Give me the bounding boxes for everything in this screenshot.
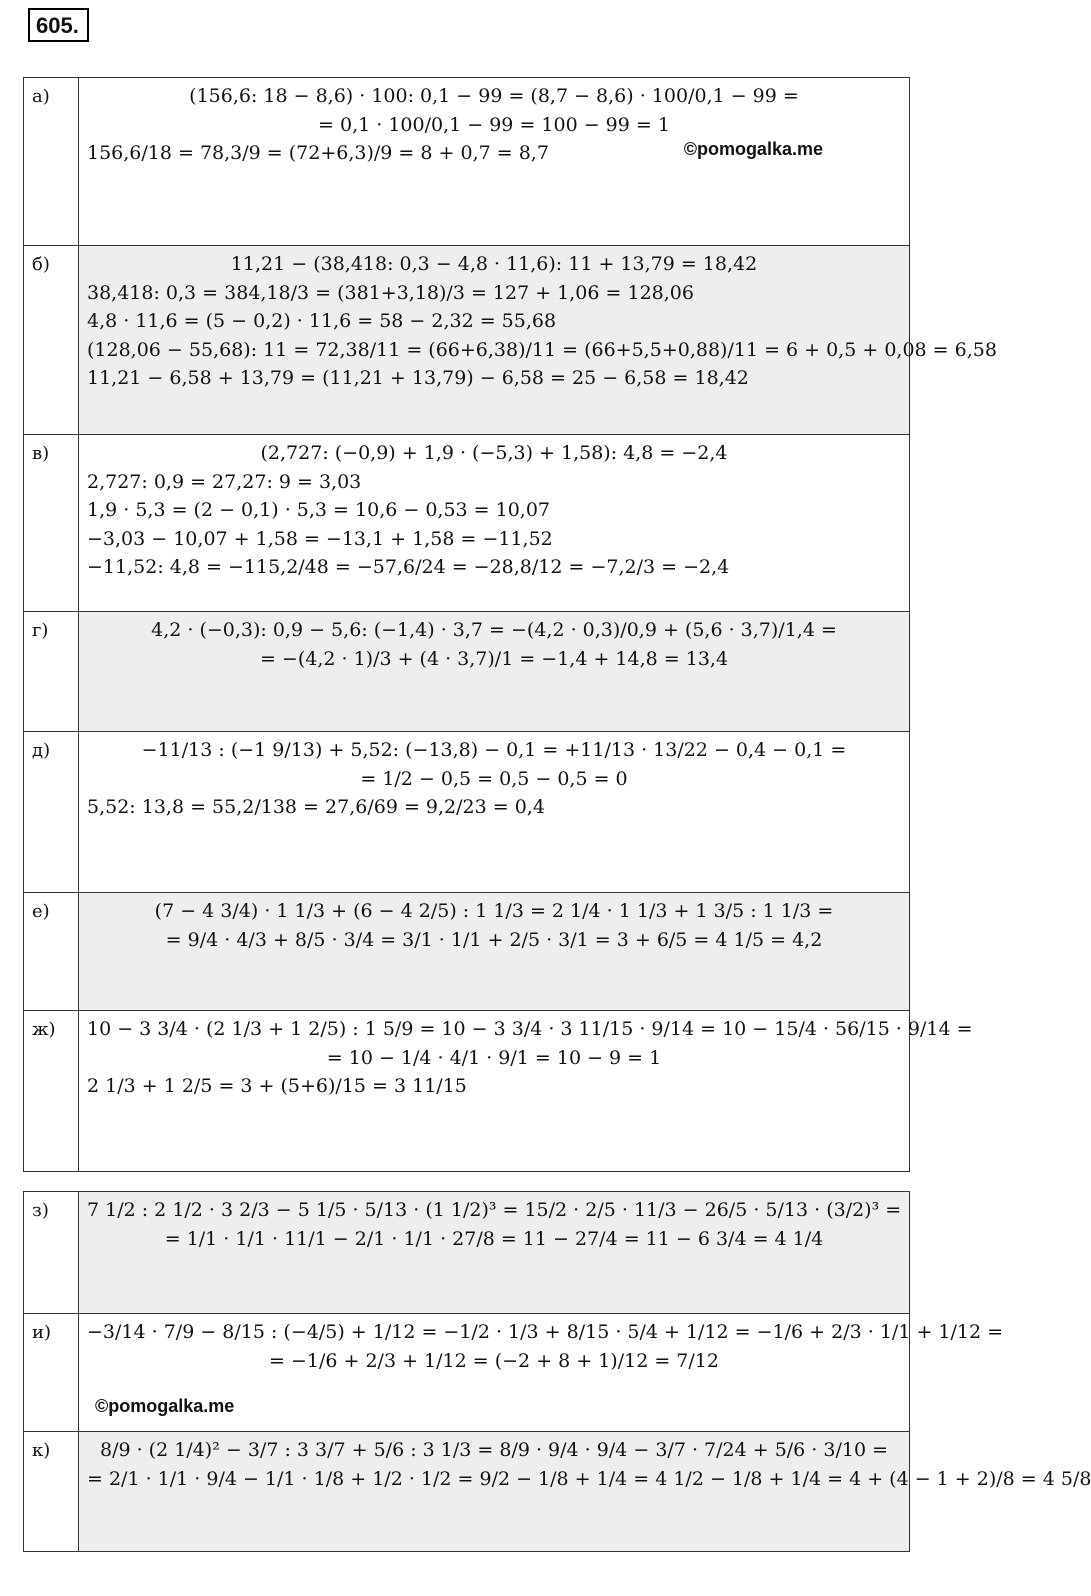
equation-line: = 1/1 · 1/1 · 11/1 − 2/1 · 1/1 · 27/8 = 11 − 27/4 = 11 − 6 3/4 = 4 1/4 (164, 1227, 824, 1250)
item-label: е) (24, 893, 79, 1011)
equation-line: = −1/6 + 2/3 + 1/12 = (−2 + 8 + 1)/12 = 7/12 (269, 1349, 719, 1372)
equation-line: 8/9 · (2 1/4)² − 3/7 : 3 3/7 + 5/6 : 3 1/3 = 8/9 · 9/4 · 9/4 − 3/7 · 7/24 + 5/6 · 3/10 = (99, 1439, 889, 1461)
equation-line: = 2/1 · 1/1 · 9/4 − 1/1 · 1/8 + 1/2 · 1/2 = 9/2 − 1/8 + 1/4 = 4 1/2 − 1/8 + 1/4 = 4 + (4 − 1 + 2)/8 = 4 5/8 (87, 1467, 1091, 1490)
item-label: з) (24, 1192, 79, 1314)
equation-line: = 9/4 · 4/3 + 8/5 · 3/4 = 3/1 · 1/1 + 2/5 · 3/1 = 3 + 6/5 = 4 1/5 = 4,2 (165, 928, 823, 951)
equation-line: 11,21 − (38,418: 0,3 − 4,8 · 11,6): 11 + 13,79 = 18,42 (230, 253, 758, 275)
solution-content (79, 435, 910, 612)
solution-row (24, 1011, 910, 1172)
equation-line: = 10 − 1/4 · 4/1 · 9/1 = 10 − 9 = 1 (326, 1046, 662, 1069)
solution-content (79, 1192, 910, 1314)
solution-row (24, 1192, 910, 1314)
equation-line: 156,6/18 = 78,3/9 = (72+6,3)/9 = 8 + 0,7 = 8,7 (87, 142, 549, 164)
solution-content (79, 893, 910, 1011)
equation-line: 2 1/3 + 1 2/5 = 3 + (5+6)/15 = 3 11/15 (87, 1075, 467, 1097)
solution-content (79, 1314, 1004, 1432)
equation-line: 1,9 · 5,3 = (2 − 0,1) · 5,3 = 10,6 − 0,53 = 10,07 (87, 499, 551, 521)
equation-line: −11,52: 4,8 = −115,2/48 = −57,6/24 = −28,8/12 = −7,2/3 = −2,4 (87, 556, 730, 578)
equation-line: 4,2 · (−0,3): 0,9 − 5,6: (−1,4) · 3,7 = −(4,2 · 0,3)/0,9 + (5,6 · 3,7)/1,4 = (151, 619, 837, 641)
equation-line: −11/13 : (−1 9/13) + 5,52: (−13,8) − 0,1 = +11/13 · 13/22 − 0,4 − 0,1 = (141, 739, 847, 761)
equation-line: 7 1/2 : 2 1/2 · 3 2/3 − 5 1/5 · 5/13 · (1 1/2)³ = 15/2 · 2/5 · 11/3 − 26/5 · 5/13 · (3/2)³ = (87, 1199, 902, 1221)
equation-line: = −(4,2 · 1)/3 + (4 · 3,7)/1 = −1,4 + 14,8 = 13,4 (259, 647, 729, 670)
item-label: д) (24, 732, 79, 893)
equation-line: = 1/2 − 0,5 = 0,5 − 0,5 = 0 (360, 767, 628, 790)
solution-row (24, 1432, 910, 1552)
solution-content (79, 732, 910, 893)
task-number: 605. (28, 8, 89, 42)
item-label: а) (24, 78, 79, 246)
solution-content (79, 1432, 1091, 1552)
solution-row (24, 1314, 910, 1432)
equation-line: (128,06 − 55,68): 11 = 72,38/11 = (66+6,38)/11 = (66+5,5+0,88)/11 = 6 + 0,5 + 0,08 = 6,58 (87, 338, 997, 361)
equation-line: = 0,1 · 100/0,1 − 99 = 100 − 99 = 1 (318, 113, 670, 136)
solution-row (24, 612, 910, 732)
equation-line: 11,21 − 6,58 + 13,79 = (11,21 + 13,79) − 6,58 = 25 − 6,58 = 18,42 (87, 367, 749, 389)
equation-line: (2,727: (−0,9) + 1,9 · (−5,3) + 1,58): 4,8 = −2,4 (260, 442, 728, 464)
solution-content (79, 78, 910, 246)
solution-content (79, 612, 910, 732)
item-label: г) (24, 612, 79, 732)
watermark: ©pomogalka.me (95, 1396, 235, 1416)
item-label: б) (24, 246, 79, 435)
item-label: и) (24, 1314, 79, 1432)
equation-line: 5,52: 13,8 = 55,2/138 = 27,6/69 = 9,2/23 = 0,4 (87, 796, 545, 818)
solution-row (24, 435, 910, 612)
equation-line: (7 − 4 3/4) · 1 1/3 + (6 − 4 2/5) : 1 1/3 = 2 1/4 · 1 1/3 + 1 3/5 : 1 1/3 = (154, 900, 834, 922)
solution-table-1 (23, 77, 997, 1172)
equation-line: −3,03 − 10,07 + 1,58 = −13,1 + 1,58 = −11,52 (87, 527, 553, 550)
item-label: ж) (24, 1011, 79, 1172)
watermark: ©pomogalka.me (683, 139, 823, 159)
solution-row (24, 78, 910, 246)
equation-line: 38,418: 0,3 = 384,18/3 = (381+3,18)/3 = 127 + 1,06 = 128,06 (87, 281, 694, 304)
item-label: к) (24, 1432, 79, 1552)
solution-row (24, 732, 910, 893)
equation-line: 2,727: 0,9 = 27,27: 9 = 3,03 (87, 470, 362, 493)
equation-line: 4,8 · 11,6 = (5 − 0,2) · 11,6 = 58 − 2,32 = 55,68 (87, 310, 557, 332)
solution-content (79, 1011, 973, 1172)
equation-line: 10 − 3 3/4 · (2 1/3 + 1 2/5) : 1 5/9 = 10 − 3 3/4 · 3 11/15 · 9/14 = 10 − 15/4 · 56/15 · 9/14 = (87, 1018, 973, 1040)
solution-row (24, 893, 910, 1011)
solution-row (24, 246, 910, 435)
equation-line: (156,6: 18 − 8,6) · 100: 0,1 − 99 = (8,7 − 8,6) · 100/0,1 − 99 = (189, 85, 799, 107)
equation-line: −3/14 · 7/9 − 8/15 : (−4/5) + 1/12 = −1/2 · 1/3 + 8/15 · 5/4 + 1/12 = −1/6 + 2/3 · 1/1 + 1/12 = (87, 1321, 1004, 1343)
item-label: в) (24, 435, 79, 612)
solution-content (79, 246, 997, 435)
solution-table-2 (23, 1191, 1091, 1552)
